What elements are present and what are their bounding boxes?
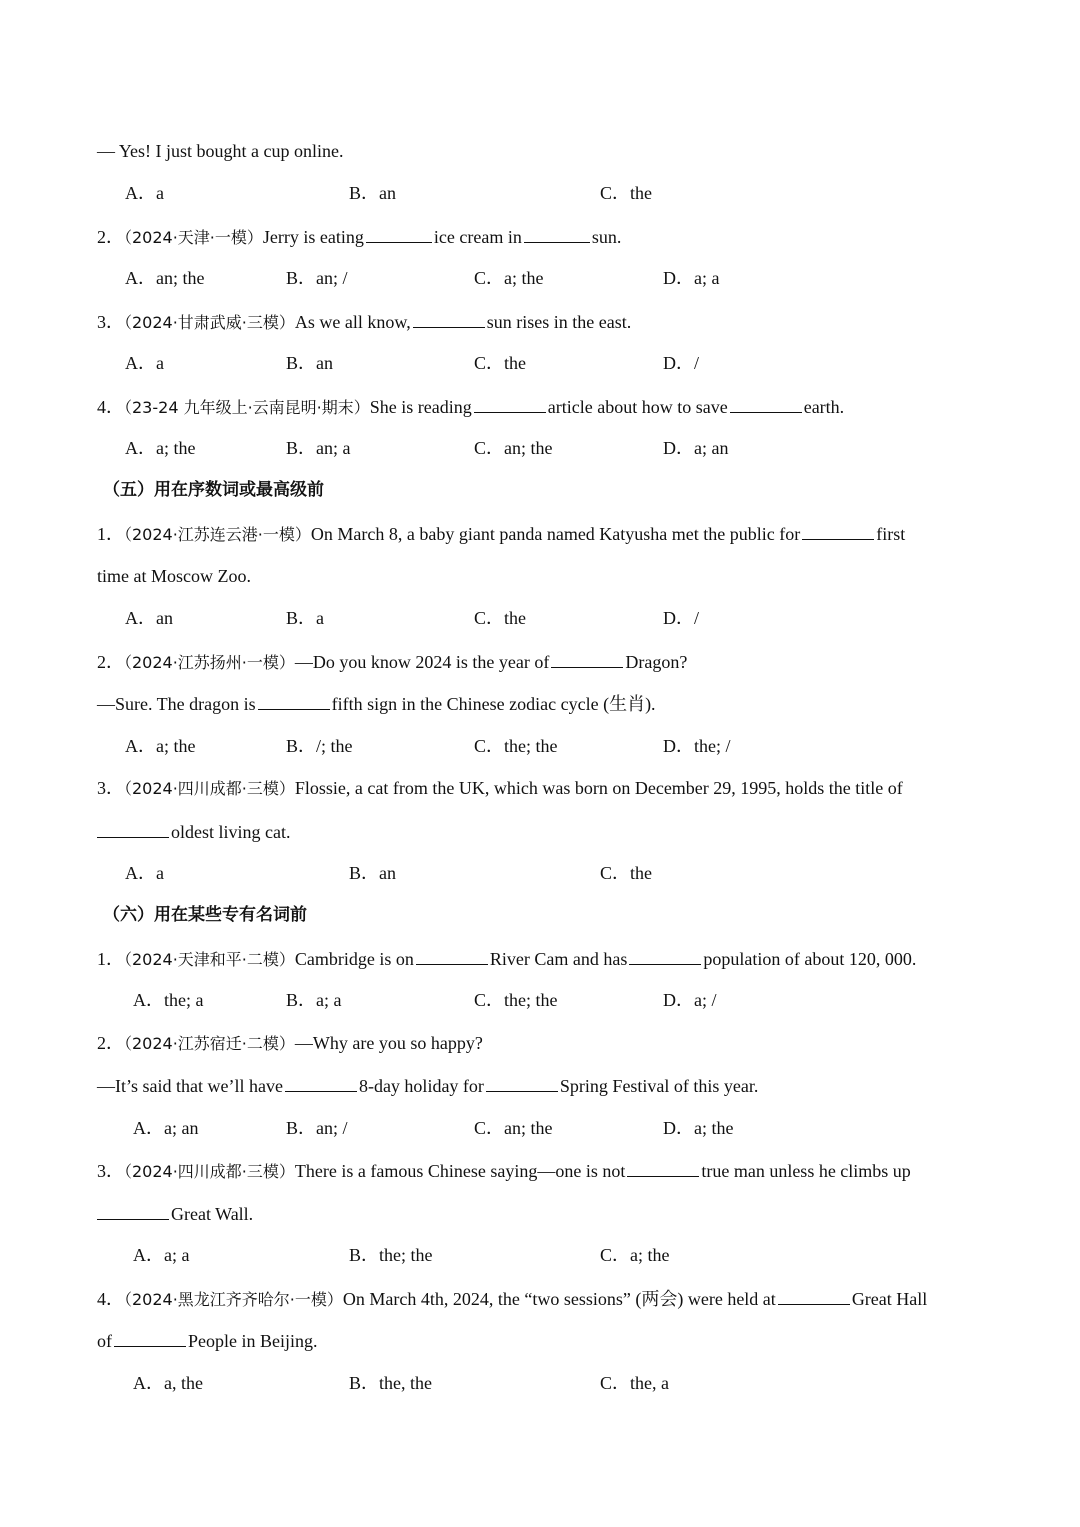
option-b: B．/; the	[286, 736, 353, 756]
question-text: 3．（2024·四川成都·三模）Flossie, a cat from the UK, which was born on December 29, 1995, holds the title of	[97, 778, 903, 798]
option-c: C．an; the	[474, 1118, 553, 1138]
question-text: 1．（2024·江苏连云港·一模）On March 8, a baby giant panda named Katyusha met the public for first	[97, 521, 983, 545]
question-text: 2．（2024·江苏扬州·一模）—Do you know 2024 is the year of Dragon?	[97, 649, 687, 673]
option-d: D．a; an	[663, 438, 729, 458]
question-text: 4．（23-24 九年级上·云南昆明·期末）She is reading article about how to save earth.	[97, 394, 844, 418]
section-heading: （五）用在序数词或最高级前	[103, 480, 324, 500]
option-b: B．the, the	[349, 1373, 432, 1393]
option-b: B．the; the	[349, 1245, 433, 1265]
question-text: time at Moscow Zoo.	[97, 566, 251, 586]
option-d: D．the; /	[663, 736, 731, 756]
option-a: A．a, the	[133, 1373, 203, 1393]
option-a: A．an	[125, 608, 173, 628]
option-b: B．a	[286, 608, 324, 628]
option-a: A．a	[125, 353, 164, 373]
question-text: —Sure. The dragon is fifth sign in the Chinese zodiac cycle (生肖).	[97, 691, 656, 715]
option-c: C．a; the	[600, 1245, 670, 1265]
question-text: 3．（2024·四川成都·三模）There is a famous Chinese saying—one is not true man unless he climbs up	[97, 1158, 911, 1182]
option-c: C．the, a	[600, 1373, 669, 1393]
option-a: A．a	[125, 183, 164, 203]
question-text: — Yes! I just bought a cup online.	[97, 141, 344, 161]
option-c: C．the	[474, 353, 526, 373]
option-b: B．an	[349, 863, 396, 883]
option-b: B．an; /	[286, 1118, 348, 1138]
option-c: C．the; the	[474, 736, 558, 756]
option-d: D．a; the	[663, 1118, 734, 1138]
option-a: A．a	[125, 863, 164, 883]
option-c: C．an; the	[474, 438, 553, 458]
option-c: C．the	[600, 863, 652, 883]
question-text: —It’s said that we’ll have 8-day holiday for Spring Festival of this year.	[97, 1073, 758, 1097]
option-a: A．a; an	[133, 1118, 199, 1138]
option-b: B．a; a	[286, 990, 342, 1010]
question-text: 3．（2024·甘肃武威·三模）As we all know, sun rises in the east.	[97, 309, 631, 333]
question-text: 4．（2024·黑龙江齐齐哈尔·一模）On March 4th, 2024, the “two sessions” (两会) were held at Great Hall	[97, 1286, 927, 1310]
option-b: B．an; /	[286, 268, 348, 288]
question-text: of People in Beijing.	[97, 1328, 318, 1352]
option-a: A．a; a	[133, 1245, 190, 1265]
question-text: oldest living cat.	[97, 819, 290, 843]
option-b: B．an	[349, 183, 396, 203]
option-c: C．a; the	[474, 268, 544, 288]
option-d: D．a; /	[663, 990, 717, 1010]
option-a: A．an; the	[125, 268, 205, 288]
option-c: C．the; the	[474, 990, 558, 1010]
option-c: C．the	[474, 608, 526, 628]
option-d: D．/	[663, 353, 699, 373]
question-text: 2．（2024·天津·一模）Jerry is eating ice cream in sun.	[97, 224, 621, 248]
option-a: A．the; a	[133, 990, 204, 1010]
option-c: C．the	[600, 183, 652, 203]
question-text: 2．（2024·江苏宿迁·二模）—Why are you so happy?	[97, 1033, 483, 1053]
option-d: D．a; a	[663, 268, 720, 288]
question-text: Great Wall.	[97, 1201, 253, 1225]
option-b: B．an; a	[286, 438, 351, 458]
section-heading: （六）用在某些专有名词前	[103, 905, 307, 925]
option-b: B．an	[286, 353, 333, 373]
option-d: D．/	[663, 608, 699, 628]
option-a: A．a; the	[125, 736, 196, 756]
question-text: 1．（2024·天津和平·二模）Cambridge is on River Cam and has population of about 120, 000.	[97, 946, 916, 970]
option-a: A．a; the	[125, 438, 196, 458]
